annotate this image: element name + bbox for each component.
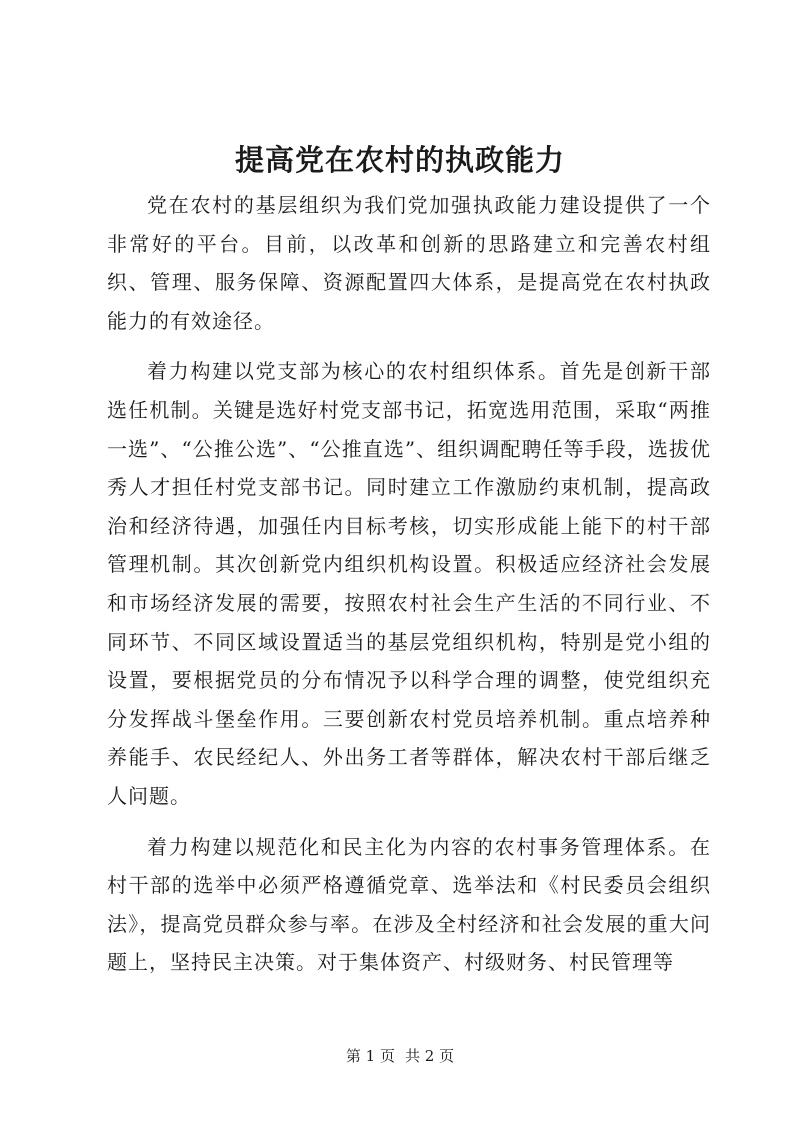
paragraph-affairs-management: 着力构建以规范化和民主化为内容的农村事务管理体系。在村干部的选举中必须严格遵循党章、选举法和《村民委员会组织法》，提高党员群众参与率。在涉及全村经济和社会发展的重大问题上，坚持民主决策。对于集体资产、村级财务、村民管理等 — [107, 834, 711, 975]
page-footer — [0, 1046, 800, 1066]
document-body — [107, 186, 711, 994]
document-title: 提高党在农村的执政能力 — [234, 143, 565, 177]
page-number: 第 1 页 — [345, 1047, 395, 1065]
page-total: 共 2 页 — [405, 1047, 455, 1065]
paragraph-intro: 党在农村的基层组织为我们党加强执政能力建设提供了一个非常好的平台。目前，以改革和创新的思路建立和完善农村组织、管理、服务保障、资源配置四大体系，是提高党在农村执政能力的有效途径。 — [107, 193, 711, 333]
paragraph-organization-system: 着力构建以党支部为核心的农村组织体系。首先是创新干部选任机制。关键是选好村党支部书记，拓宽选用范围，采取“两推一选”、“公推公选”、“公推直选”、组织调配聘任等手段，选拔优秀人才担任村党支部书记。同时建立工作激励约束机制，提高政治和经济待遇，加强任内目标考核，切实形成能上能下的村干部管理机制。其次创新党内组织机构设置。积极适应经济社会发展和市场经济发展的需要，按照农村社会生产生活的不同行业、不同环节、不同区域设置适当的基层党组织机构，特别是党小组的设置，要根据党员的分布情况予以科学合理的调整，使党组织充分发挥战斗堡垒作用。三要创新农村党员培养机制。重点培养种养能手、农民经纪人、外出务工者等群体，解决农村干部后继乏人问题。 — [107, 359, 711, 808]
